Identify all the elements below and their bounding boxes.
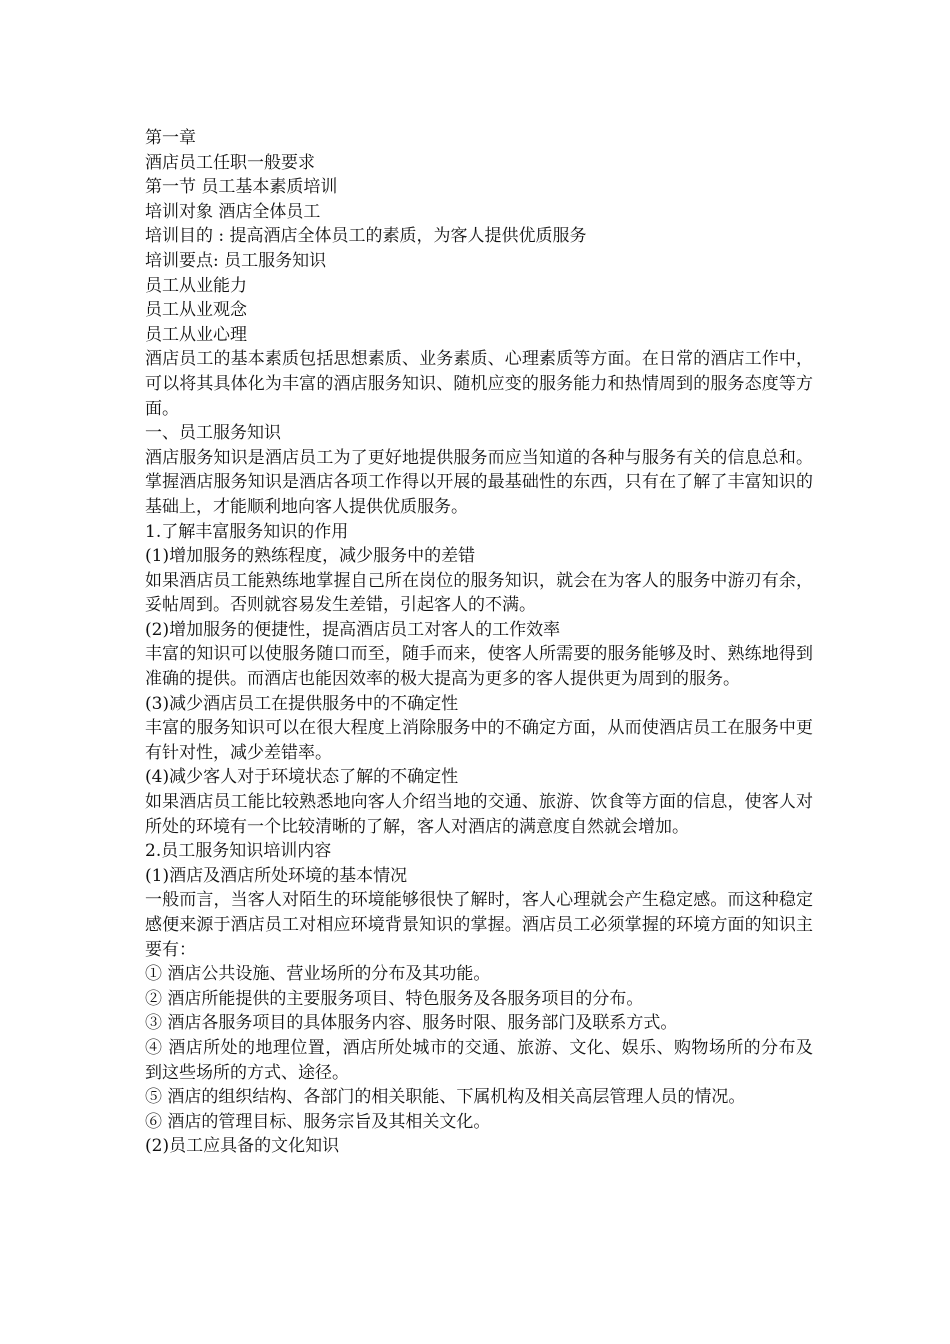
list-item: ② 酒店所能提供的主要服务项目、特色服务及各服务项目的分布。 bbox=[145, 988, 644, 1009]
paragraph: 如果酒店员工能熟练地掌握自己所在岗位的服务知识，就会在为客人的服务中游刃有余，妥帖周到。否则就容易发生差错，引起客人的不满。 bbox=[145, 570, 813, 616]
section-heading: 第一节 员工基本素质培训 bbox=[145, 177, 338, 198]
training-point-item: 员工从业观念 bbox=[145, 300, 247, 321]
chapter-title: 酒店员工任职一般要求 bbox=[145, 152, 315, 173]
list-heading: (3)减少酒店员工在提供服务中的不确定性 bbox=[145, 693, 459, 714]
list-heading: (1)酒店及酒店所处环境的基本情况 bbox=[145, 865, 408, 886]
list-item: ① 酒店公共设施、营业场所的分布及其功能。 bbox=[145, 964, 491, 985]
training-target: 培训对象 酒店全体员工 bbox=[145, 201, 321, 222]
paragraph: 如果酒店员工能比较熟悉地向客人介绍当地的交通、旅游、饮食等方面的信息，使客人对所处的环境有一个比较清晰的了解，客人对酒店的满意度自然就会增加。 bbox=[145, 792, 813, 837]
list-heading: (4)减少客人对于环境状态了解的不确定性 bbox=[145, 767, 459, 788]
paragraph: 一般而言，当客人对陌生的环境能够很快了解时，客人心理就会产生稳定感。而这种稳定感便来源于酒店员工对相应环境背景知识的掌握。酒店员工必须掌握的环境方面的知识主要有： bbox=[145, 890, 813, 960]
paragraph: 酒店员工的基本素质包括思想素质、业务素质、心理素质等方面。在日常的酒店工作中，可以将其具体化为丰富的酒店服务知识、随机应变的服务能力和热情周到的服务态度等方面。 bbox=[145, 349, 813, 419]
training-point-item: 员工从业心理 bbox=[145, 324, 247, 345]
training-point-item: 员工从业能力 bbox=[145, 275, 247, 296]
list-item: ③ 酒店各服务项目的具体服务内容、服务时限、服务部门及联系方式。 bbox=[145, 1013, 678, 1034]
document-body bbox=[145, 126, 813, 1159]
list-heading: (2)增加服务的便捷性，提高酒店员工对客人的工作效率 bbox=[145, 619, 561, 640]
list-item: ④ 酒店所处的地理位置，酒店所处城市的交通、旅游、文化、娱乐、购物场所的分布及到这些场所的方式、途径。 bbox=[145, 1037, 813, 1083]
list-heading: (1)增加服务的熟练程度，减少服务中的差错 bbox=[145, 546, 476, 567]
numbered-heading: 1.了解丰富服务知识的作用 bbox=[145, 521, 349, 542]
chapter-heading: 第一章 bbox=[145, 128, 196, 148]
paragraph: 丰富的知识可以使服务随口而至，随手而来，使客人所需要的服务能够及时、熟练地得到准确的提供。而酒店也能因效率的极大提高为更多的客人提供更为周到的服务。 bbox=[145, 644, 813, 690]
numbered-heading: 2.员工服务知识培训内容 bbox=[145, 841, 332, 862]
subsection-heading: 一、员工服务知识 bbox=[145, 423, 281, 444]
list-item: ⑥ 酒店的管理目标、服务宗旨及其相关文化。 bbox=[145, 1111, 491, 1132]
paragraph: 酒店服务知识是酒店员工为了更好地提供服务而应当知道的各种与服务有关的信息总和。掌握酒店服务知识是酒店各项工作得以开展的最基础性的东西，只有在了解了丰富知识的基础上，才能顺利地向客人提供优质服务。 bbox=[145, 447, 813, 517]
paragraph: 丰富的服务知识可以在很大程度上消除服务中的不确定方面，从而使酒店员工在服务中更有针对性，减少差错率。 bbox=[145, 718, 813, 763]
list-item: ⑤ 酒店的组织结构、各部门的相关职能、下属机构及相关高层管理人员的情况。 bbox=[145, 1087, 746, 1108]
list-heading: (2)员工应具备的文化知识 bbox=[145, 1136, 340, 1157]
training-purpose: 培训目的 : 提高酒店全体员工的素质，为客人提供优质服务 bbox=[145, 226, 587, 247]
training-points: 培训要点: 员工服务知识 bbox=[145, 250, 327, 271]
